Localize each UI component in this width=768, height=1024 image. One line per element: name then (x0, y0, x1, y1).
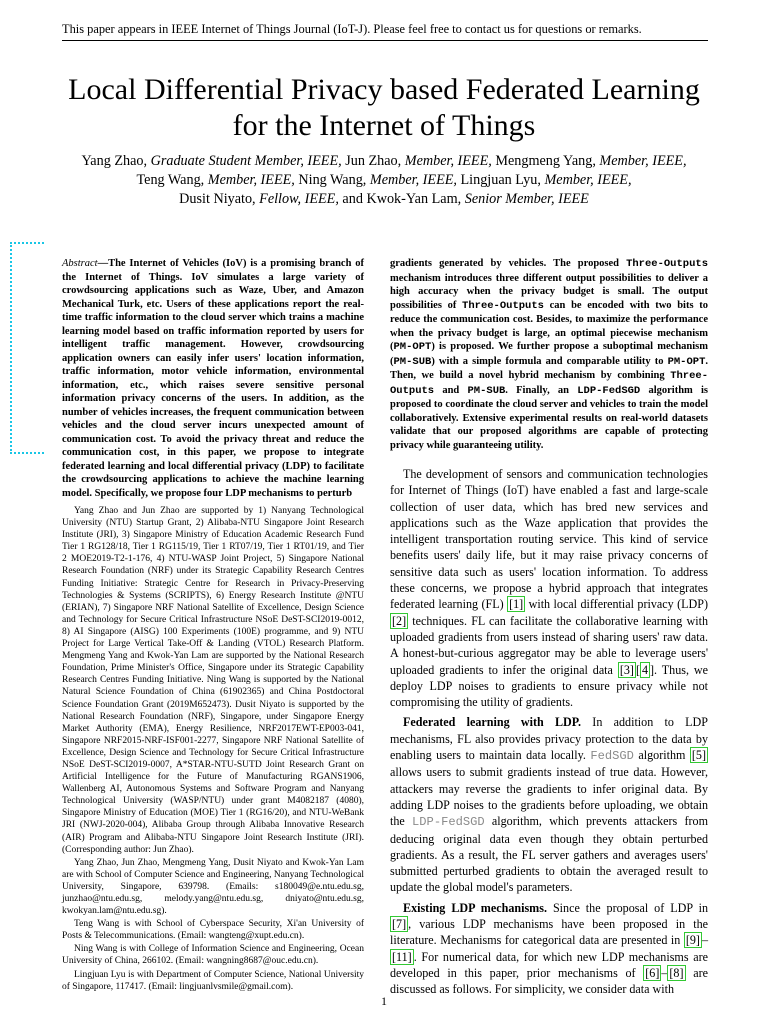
paragraph-2-heading: Federated learning with LDP. (403, 715, 582, 730)
text-run: [ (635, 662, 640, 677)
code-term: PM-OPT (393, 341, 432, 353)
authors-line-2 (40, 171, 728, 190)
text-run: are discussed as follows. For simplicity, we consider data with (390, 965, 708, 997)
paragraph-1 (390, 466, 708, 710)
code-term: PM-OPT (667, 355, 706, 368)
margin-link-box[interactable] (10, 242, 44, 454)
text-run: with local differential privacy (LDP) (525, 597, 708, 612)
author-role: Member, IEEE, (369, 172, 457, 188)
citation-link[interactable]: [6] (645, 965, 660, 980)
paragraph-3-text (390, 901, 708, 996)
citation-link[interactable]: 4 (641, 662, 649, 677)
algorithm-name: FedSGD (590, 749, 634, 764)
paragraph-3-heading: Existing LDP mechanisms. (403, 900, 547, 915)
text-run: algorithm (633, 748, 690, 763)
text-run: and (434, 384, 468, 396)
journal-notice: This paper appears in IEEE Internet of Things Journal (IoT-J). Please feel free to contact us for questions or remarks. (62, 22, 642, 36)
text-run: algorithm is proposed to coordinate the cloud server and vehicles to train the model collaboratively. Extensive experimental results on real-world datasets validate that our proposed algorithms are capable of protecting privacy while guaranteeing utility. (390, 384, 708, 451)
author-name: Dusit Niyato, (179, 191, 260, 207)
authors-line-1 (40, 152, 728, 171)
text-run: In addition to LDP mechanisms, FL also provides privacy protection to the data by enabling users to maintain data locally. (390, 715, 708, 763)
code-term: Three-Outputs (462, 299, 544, 312)
author-role: Member, IEEE, (404, 153, 492, 169)
author-role: Member, IEEE, (207, 172, 295, 188)
paragraph-2 (390, 714, 708, 895)
text-run: . For numerical data, for which new LDP mechanisms are developed in this paper, prior mechanisms of (390, 949, 708, 980)
citation-link[interactable]: [3] (619, 662, 634, 677)
author-role: Fellow, IEEE, (259, 191, 339, 207)
author-role: Member, IEEE, (599, 153, 687, 169)
text-run: gradients generated by vehicles. The proposed (390, 258, 627, 269)
author-name: Ning Wang, (294, 172, 370, 188)
citation-link[interactable]: [1] (509, 597, 524, 612)
paper-title (40, 72, 728, 144)
citation-link[interactable]: [8] (669, 965, 684, 980)
text-run: algorithm, which prevents attackers from deducing original data even though they obtain perturbed gradients. As a result, the FL server gathers and averages users' submitted perturbed gradients to obtain the averaged result to update the global model's parameters. (390, 814, 708, 895)
page-number: 1 (381, 994, 387, 1008)
footnotes (62, 505, 364, 994)
citation-link[interactable]: [2] (392, 613, 407, 628)
author-role: Member, IEEE, (544, 172, 632, 188)
text-run: The development of sensors and communication technologies for Internet of Things (IoT) have enabled a fast and large-scale collection of user data, which has bred new services and applications such as the Waze application that provides the intelligent transportation routing service. This kind of service benefits users' daily life, but it may raise privacy concerns of sensitive data such as users' location information. To address these concerns, we propose a hybrid approach that integrates federated learning (FL) (390, 467, 708, 612)
text-run: . Finally, an (505, 384, 578, 396)
abstract-label: Abstract (62, 258, 98, 269)
text-run: ]. Thus, we deploy LDP noises to gradients to ensure privacy while not compromising the utility of gradients. (390, 662, 708, 710)
footnote-5: Lingjuan Lyu is with Department of Computer Science, National University of Singapore, 117417. (Email: lingjuanlvsmile@gmail.com). (62, 969, 364, 992)
author-name: and Kwok-Yan Lam, (338, 191, 465, 207)
author-name: Teng Wang, (136, 172, 208, 188)
text-run: allows users to submit gradients instead of true data. However, attackers may reverse the gradients to infer original data. By adding LDP noises to the gradients before uploading, we obtain the (390, 765, 708, 829)
text-run: – (701, 933, 708, 948)
author-name: Yang Zhao, (81, 153, 151, 169)
code-term: PM-SUB (467, 384, 506, 397)
author-list (40, 152, 728, 209)
footnote-4: Ning Wang is with College of Information Science and Engineering, Ocean University of China, 266102. (Email: wangning8687@ouc.edu.cn). (62, 944, 364, 967)
author-name: Jun Zhao, (341, 153, 405, 169)
abstract-text-left: —The Internet of Vehicles (IoV) is a promising branch of the Internet of Things. IoV simulates a large variety of crowdsourcing applications such as Waze, Uber, and Amazon Mechanical Turk, etc. Users of these applications report the real-time traffic information to the cloud server which trains a machine learning model based on traffic information reported by users for intelligent traffic management. However, crowdsourcing application owners can easily infer users' location information, traffic information, motor vehicle information, environmental information, etc., which raises severe sensitive personal information privacy concerns of the users. In addition, as the number of vehicles increases, the frequent communication between vehicles and the cloud server incurs unexpected amount of communication cost. To avoid the privacy threat and reduce the communication cost, in this paper, we propose to integrate federated learning and local differential privacy (LDP) to facilitate the crowdsourcing applications to achieve the machine learning model. Specifically, we propose four LDP mechanisms to perturb (62, 258, 364, 499)
algorithm-name: LDP-FedSGD (412, 815, 485, 830)
author-role: Graduate Student Member, IEEE, (150, 153, 342, 169)
author-name: Mengmeng Yang, (491, 153, 600, 169)
paragraph-2-text (390, 715, 708, 894)
text-run: techniques. FL can facilitate the collaborative learning with uploaded gradients from users instead of sharing users' raw data. A honest-but-curious aggregator may be able to leverage users' uploaded gradients to infer the original data (390, 613, 708, 677)
code-term: LDP-FedSGD (577, 384, 641, 397)
header-rule (62, 40, 708, 41)
citation-link[interactable]: [11] (392, 949, 412, 964)
paragraph-3 (390, 900, 708, 998)
text-run: mechanism introduces three different output possibilities to deliver a high accuracy when the privacy budget is small. The output possibilities of (390, 272, 708, 311)
text-run: ) with a simple formula and comparable utility to (431, 355, 668, 367)
citation-link[interactable]: [7] (392, 917, 407, 932)
title-line-2: for the Internet of Things (232, 109, 536, 142)
footnote-1: Yang Zhao and Jun Zhao are supported by 1) Nanyang Technological University (NTU) Startup Grant, 2) Alibaba-NTU Singapore Joint Research Institute (JRI), 3) Singapore Ministry of Education Academic Research Fund Tier 1 RG128/18, Tier 1 RG115/19, Tier 1 RT07/19, Tier 1 RT01/19, and Tier 2 MOE2019-T2-1-176, 4) NTU-WASP Joint Project, 5) Singapore National Research Foundation (NRF) under its Strategic Capability Research Centres Funding Initiative: Strategic Centre for Research in Privacy-Preserving Technologies & Systems (SCRIPTS), 6) Energy Research Institute @NTU (ERIAN), 7) Singapore NRF National Satellite of Excellence, Design Science and Technology for Secure Critical Infrastructure NSoE DeST-SCI2019-0012, 8) AI Singapore (AISG) 100 Experiments (100E) programme, and 9) NTU Project for Large Vertical Take-Off & Landing (VTOL) Research Platform. Mengmeng Yang and Kwok-Yan Lam are supported by the National Research Foundation, Prime Minister's Office, Singapore under its Strategic Capability Research Centres Funding Initiative. Ning Wang is supported by the National Natural Science Foundation of China (61902365) and China Postdoctoral Science Foundation Grant (2019M652473). Dusit Niyato is supported by the National Research Foundation (NRF), Singapore, under Singapore Energy Market Authority (EMA), Energy Resilience, NRF2017EWT-EP003-041, Singapore NRF2015-NRF-ISF001-2277, Singapore NRF National Satellite of Excellence, Design Science and Technology for Secure Critical Infrastructure NSoE DeST-SCI2019-0007, A*STAR-NTU-SUTD Joint Research Grant on Artificial Intelligence for the Future of Manufacturing RGANS1906, Wallenberg AI, Autonomous Systems and Software Program and Nanyang Technological University (WASP/NTU) under grant M4082187 (4080), Singapore Ministry of Education (MOE) Tier 1 (RG16/20), and NTU-WeBank JRI (NWJ-2020-004), Alibaba Group through Alibaba Innovative Research (AIR) Program and Alibaba-NTU Singapore Joint Research Institute (JRI). (Corresponding author: Jun Zhao). (62, 506, 364, 855)
author-name: Lingjuan Lyu, (456, 172, 545, 188)
citation-link[interactable]: [5] (691, 748, 706, 763)
footnote-3: Teng Wang is with School of Cyberspace Security, Xi'an University of Posts & Telecommunications. (Email: wangteng@xupt.edu.cn). (62, 919, 364, 942)
code-term: Three-Outputs (390, 370, 708, 397)
citation-link[interactable]: [9] (685, 933, 700, 948)
author-role: Senior Member, IEEE (464, 191, 589, 207)
footnote-2: Yang Zhao, Jun Zhao, Mengmeng Yang, Dusit Niyato and Kwok-Yan Lam are with School of Computer Science and Engineering, Nanyang Technological University, Singapore, 639798. (Emails: s180049@e.ntu.edu.sg, junzhao@ntu.edu.sg, melody.yang@ntu.edu.sg, dniyato@ntu.edu.sg, kwokyan.lam@ntu.edu.sg). (62, 857, 365, 917)
text-run: Since the proposal of LDP in (546, 900, 708, 915)
code-term: PM-SUB (393, 355, 432, 368)
code-term: Three-Outputs (626, 258, 708, 270)
text-run: ) is proposed. We further propose a suboptimal mechanism ( (390, 341, 708, 367)
text-run: can be encoded with two bits to reduce the communication cost. Besides, to maximize the performance when the privacy budget is large, an optimal piecewise mechanism ( (390, 299, 708, 352)
abstract-right (390, 257, 708, 452)
introduction-body (390, 466, 708, 1002)
title-line-1: Local Differential Privacy based Federated Learning (68, 73, 700, 106)
text-run: . Then, we build a novel hybrid mechanism by combining (390, 355, 708, 381)
authors-line-3 (40, 190, 728, 209)
text-run: – (661, 965, 668, 980)
abstract-left (62, 257, 364, 500)
text-run: , various LDP mechanisms have been proposed in the literature. Mechanisms for categorical data are presented in (390, 917, 708, 948)
